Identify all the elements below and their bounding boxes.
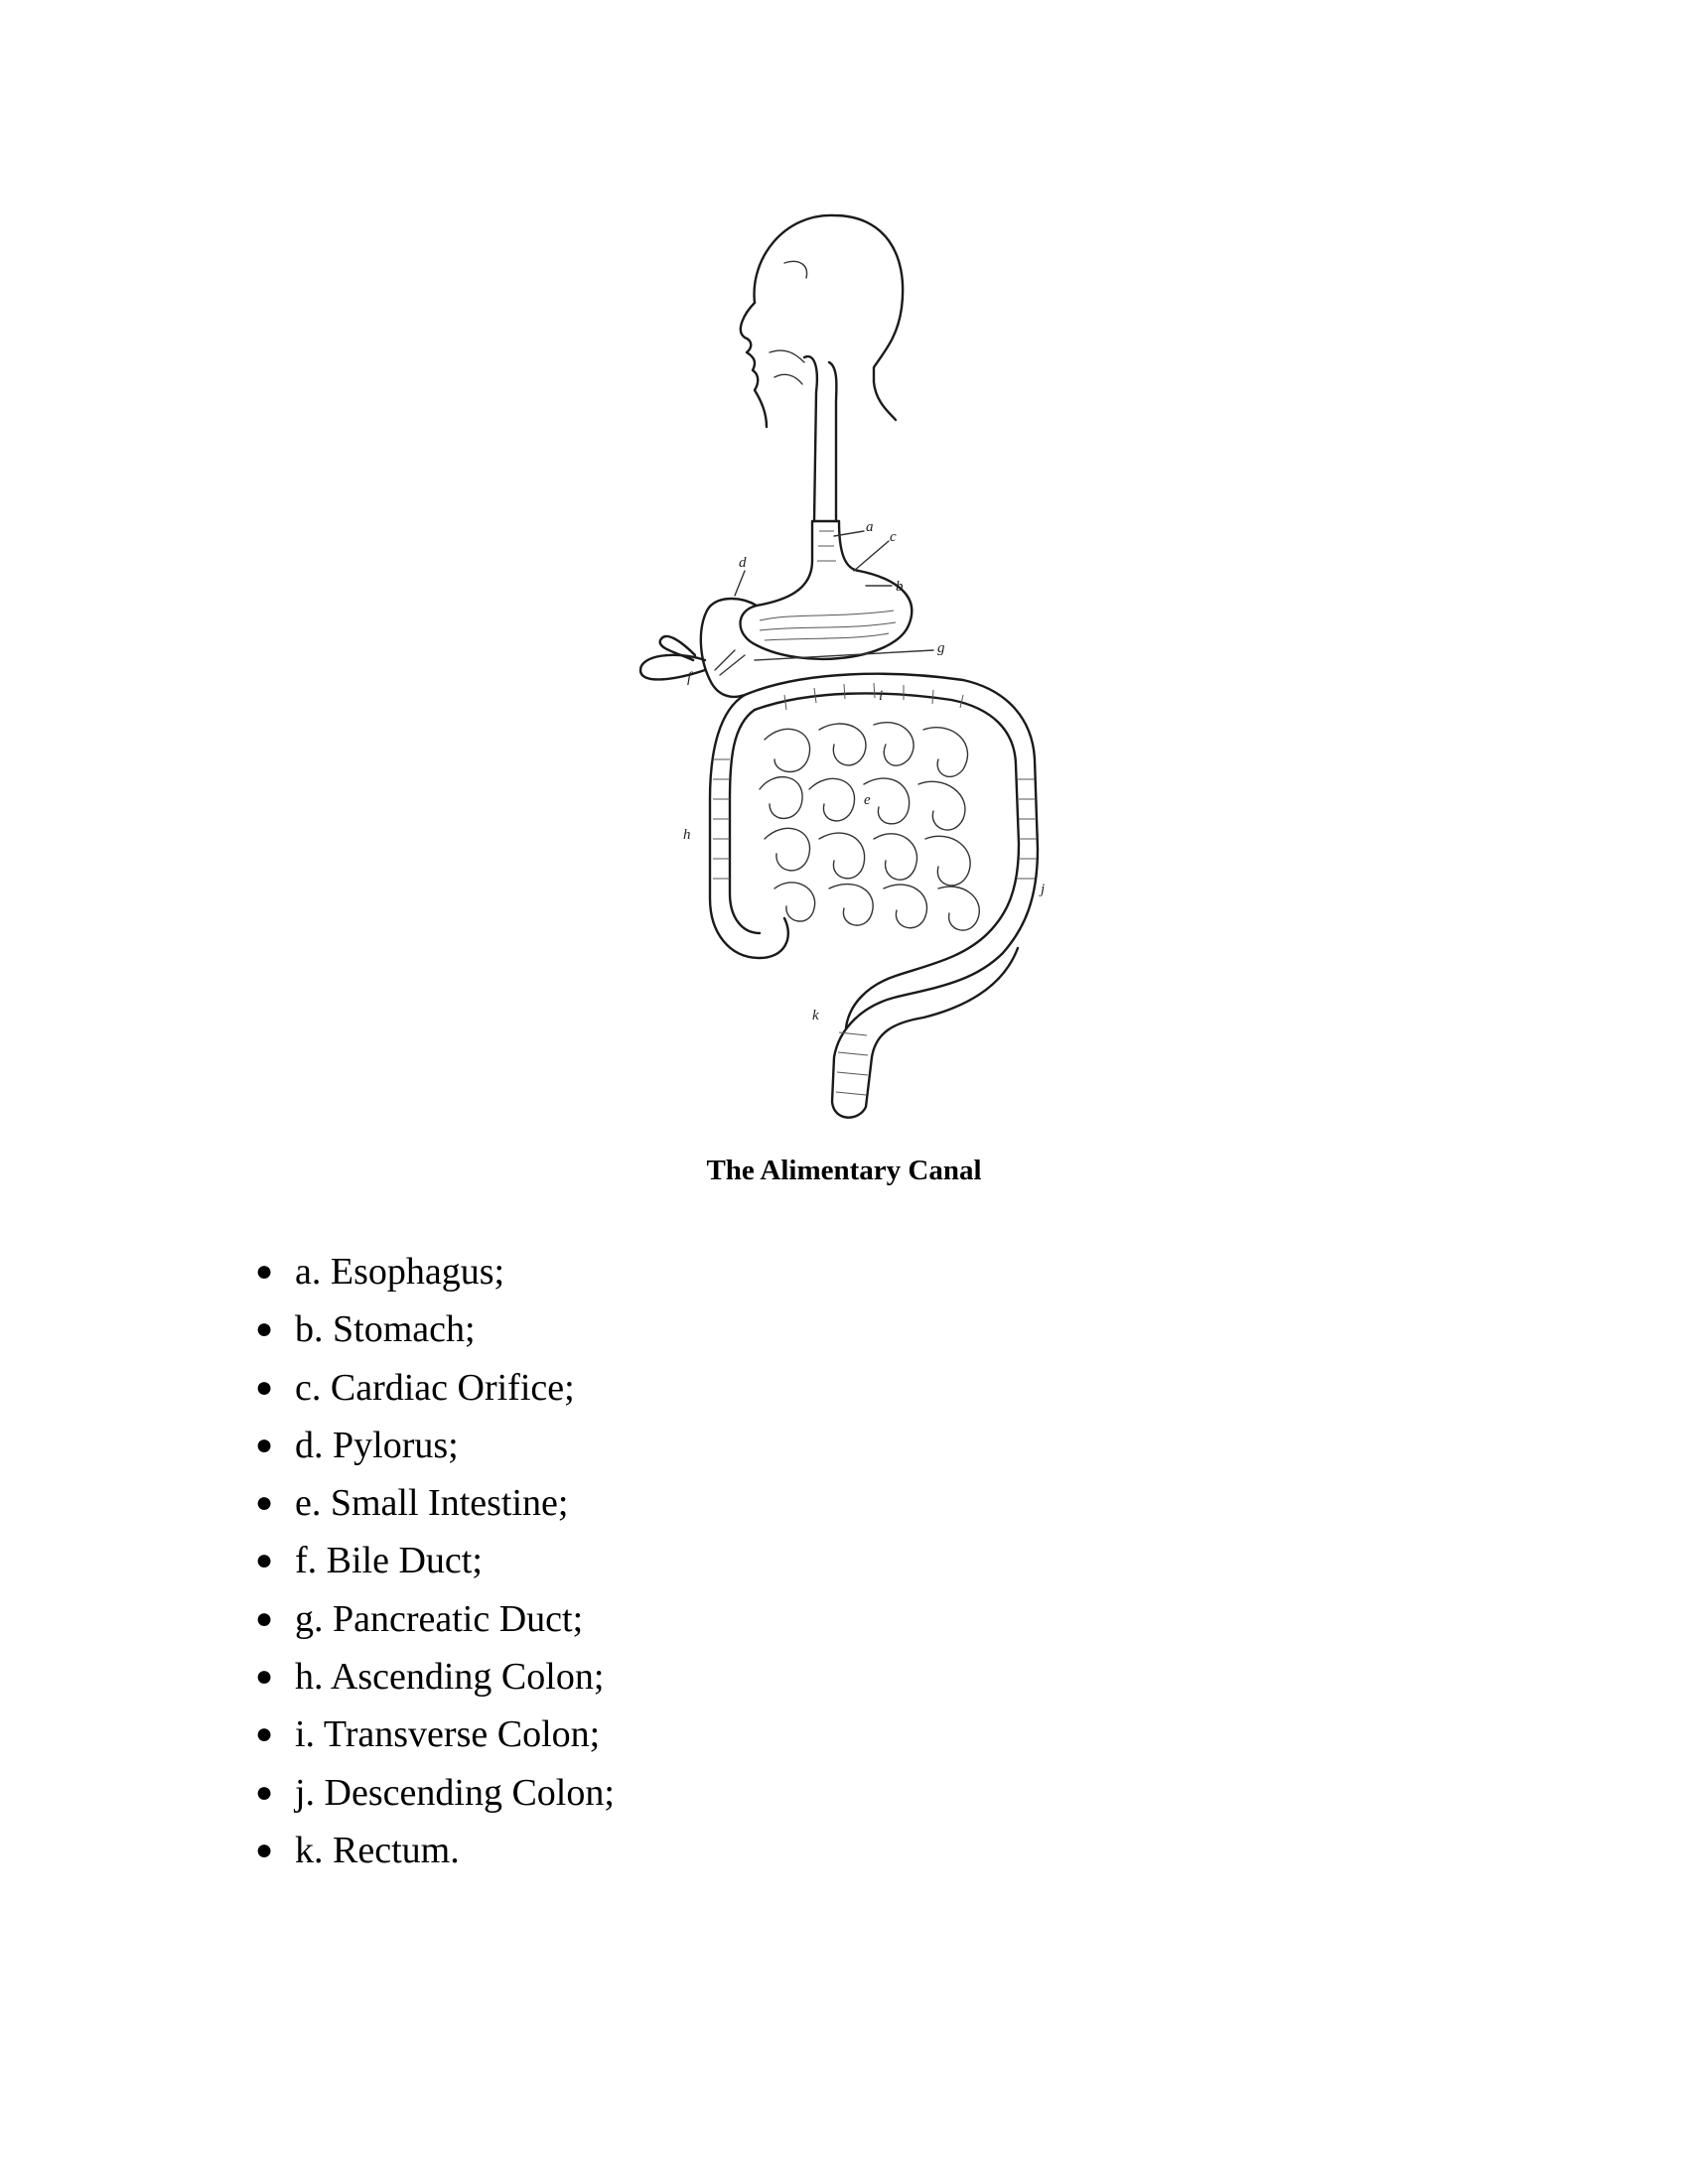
bullet-icon: ● (255, 1486, 274, 1520)
figure-letter-j: j (1041, 882, 1046, 897)
list-item-text: g. Pancreatic Duct; (295, 1597, 584, 1640)
list-item-text: h. Ascending Colon; (295, 1656, 605, 1699)
list-item-text: e. Small Intestine; (295, 1482, 569, 1525)
list-item (255, 1532, 615, 1589)
alimentary-canal-illustration (635, 204, 1062, 1132)
figure-letter-a: a (866, 519, 874, 535)
list-item (255, 1359, 615, 1417)
bullet-icon: ● (255, 1370, 274, 1404)
list-item (255, 1243, 615, 1300)
bullet-icon: ● (255, 1775, 274, 1809)
list-item (255, 1590, 615, 1648)
figure-caption: The Alimentary Canal (706, 1155, 982, 1186)
list-item (255, 1706, 615, 1763)
figure-letter-h: h (683, 827, 691, 843)
figure-letter-b: b (896, 579, 904, 595)
list-item (255, 1648, 615, 1706)
list-item-text: c. Cardiac Orifice; (295, 1366, 575, 1409)
figure-letter-d: d (739, 555, 747, 571)
list-item (255, 1474, 615, 1532)
figure-letter-c: c (890, 529, 897, 545)
list-item-text: d. Pylorus; (295, 1424, 459, 1466)
figure-letter-k: k (812, 1008, 819, 1024)
figure-letter-g: g (937, 640, 945, 656)
list-item-text: b. Stomach; (295, 1308, 476, 1351)
list-item (255, 1822, 615, 1879)
bullet-icon: ● (255, 1428, 274, 1461)
list-item-text: f. Bile Duct; (295, 1540, 483, 1582)
label-list (255, 1243, 615, 1879)
bullet-icon: ● (255, 1660, 274, 1694)
bullet-icon: ● (255, 1601, 274, 1635)
figure-letter-i: i (879, 688, 884, 704)
bullet-icon: ● (255, 1833, 274, 1866)
list-item (255, 1764, 615, 1822)
bullet-icon: ● (255, 1544, 274, 1577)
list-item-text: i. Transverse Colon; (295, 1713, 601, 1756)
list-item-text: a. Esophagus; (295, 1251, 505, 1293)
list-item (255, 1417, 615, 1474)
bullet-icon: ● (255, 1255, 274, 1288)
figure-letter-f: f (687, 670, 692, 686)
bullet-icon: ● (255, 1717, 274, 1751)
figure-letter-e: e (864, 792, 871, 808)
list-item (255, 1300, 615, 1358)
list-item-text: k. Rectum. (295, 1829, 460, 1871)
list-item-text: j. Descending Colon; (295, 1771, 615, 1814)
bullet-icon: ● (255, 1312, 274, 1346)
